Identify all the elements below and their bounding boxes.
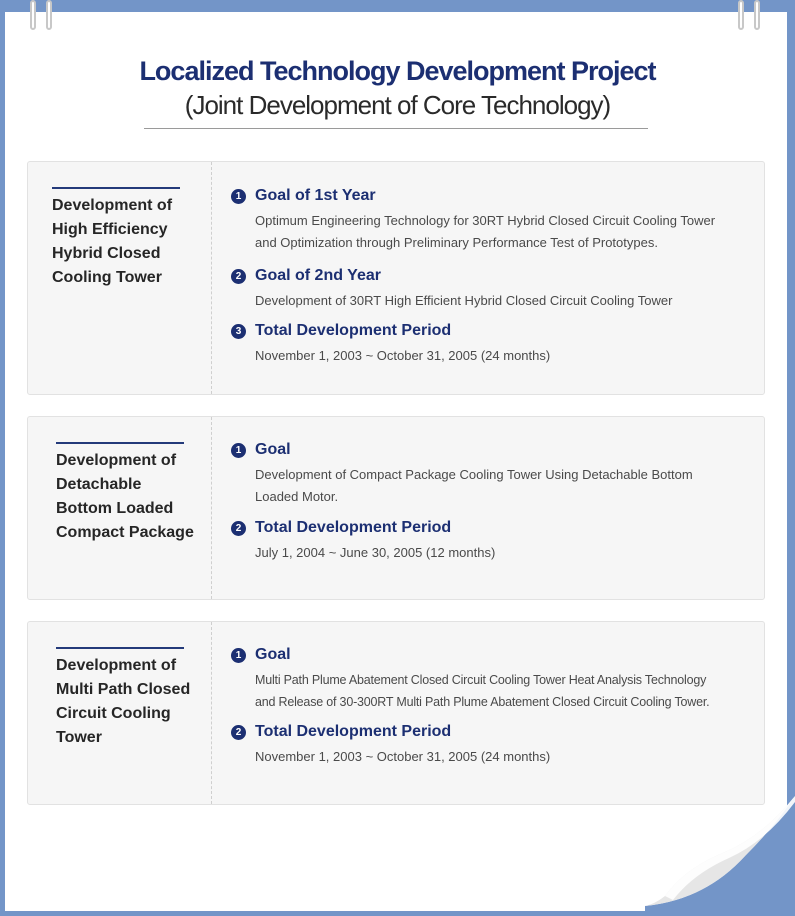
binder-ring-icon	[30, 0, 36, 30]
item-description: Optimum Engineering Technology for 30RT Hybrid Closed Circuit Cooling Tower and Optimization through Preliminary Performance Test of Prototypes.	[255, 213, 716, 250]
item-description: November 1, 2003 ~ October 31, 2005 (24 months)	[255, 749, 551, 764]
number-badge-icon: 3	[231, 324, 246, 339]
project-name-rule	[52, 187, 180, 189]
item-heading: Total Development Period	[255, 723, 452, 740]
page-subtitle: (Joint Development of Core Technology)	[184, 90, 611, 120]
project-card	[27, 621, 765, 805]
project-name-column	[28, 622, 212, 804]
binder-ring-icon	[738, 0, 744, 30]
item-heading: Total Development Period	[255, 519, 452, 536]
project-name-rule	[56, 647, 184, 649]
project-card	[27, 161, 765, 395]
page-curl-icon	[645, 796, 795, 916]
number-badge-icon: 2	[231, 521, 246, 536]
item-heading: Goal of 2nd Year	[255, 267, 381, 284]
project-card	[27, 416, 765, 600]
item-description: July 1, 2004 ~ June 30, 2005 (12 months)	[255, 545, 496, 560]
page-title: Localized Technology Development Project	[139, 56, 656, 86]
project-name-rule	[56, 442, 184, 444]
item-description: Development of 30RT High Efficient Hybrid Closed Circuit Cooling Tower	[255, 293, 673, 308]
project-name-column	[28, 162, 212, 394]
title-divider	[144, 128, 648, 129]
item-description: Development of Compact Package Cooling Tower Using Detachable Bottom Loaded Motor.	[255, 467, 693, 504]
number-badge-icon: 1	[231, 648, 246, 663]
project-name: Development of High Efficiency Hybrid Closed Cooling Tower	[52, 197, 173, 286]
number-badge-icon: 1	[231, 189, 246, 204]
binder-ring-icon	[754, 0, 760, 30]
item-heading: Total Development Period	[255, 322, 452, 339]
number-badge-icon: 2	[231, 725, 246, 740]
project-name-column	[28, 417, 212, 599]
project-name: Development of Detachable Bottom Loaded Compact Package	[56, 452, 194, 541]
number-badge-icon: 1	[231, 443, 246, 458]
item-description: Multi Path Plume Abatement Closed Circuit Cooling Tower Heat Analysis Technology and Release of 30-300RT Multi Path Plume Abatement Closed Circuit Cooling Tower.	[255, 673, 710, 709]
item-heading: Goal	[255, 441, 291, 458]
project-name: Development of Multi Path Closed Circuit Cooling Tower	[56, 657, 191, 746]
item-heading: Goal of 1st Year	[255, 187, 376, 204]
item-description: November 1, 2003 ~ October 31, 2005 (24 months)	[255, 348, 551, 363]
page-header	[0, 54, 795, 122]
item-heading: Goal	[255, 646, 291, 663]
binder-ring-icon	[46, 0, 52, 30]
number-badge-icon: 2	[231, 269, 246, 284]
